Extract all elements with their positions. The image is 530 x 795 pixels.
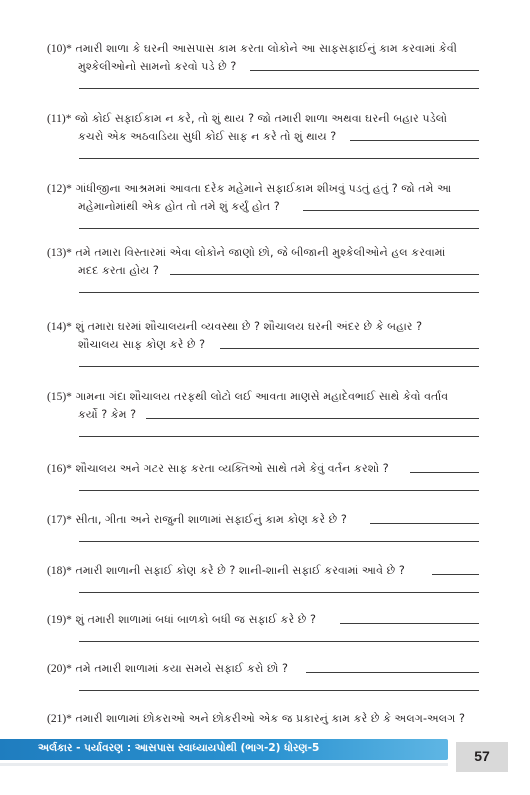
question-text-cont: કર્યો ? કેમ ?	[78, 408, 137, 421]
question-text-cont: મદદ કરતા હોય ?	[78, 264, 159, 277]
question-number: (12)*	[47, 183, 72, 195]
question-number: (19)*	[47, 614, 72, 626]
question-text: તમે તમારી શાળામાં કયા સમયે સફાઈ કરો છો ?	[71, 662, 288, 675]
answer-line[interactable]	[79, 641, 479, 642]
question-17	[47, 511, 481, 529]
answer-line[interactable]	[303, 210, 479, 211]
question-text: ગામના ગંદા શૌચાલય તરફથી લોટો લઈ આવતા માણસે મહાદેવભાઈ સાથે કેવો વર્તાવ	[71, 390, 449, 403]
question-text: તમારી શાળા કે ઘરની આસપાસ કામ કરતા લોકોને આ સાફસફાઈનું કામ કરવામાં કેવી	[71, 42, 457, 55]
page-footer	[0, 739, 530, 775]
answer-line[interactable]	[306, 672, 479, 673]
answer-line[interactable]	[79, 292, 479, 293]
answer-line[interactable]	[79, 436, 479, 437]
answer-line[interactable]	[79, 88, 479, 89]
question-text: તમારી શાળાની સફાઈ કોણ કરે છે ? શાની-શાની સફાઈ કરવામાં આવે છે ?	[71, 564, 405, 577]
answer-line[interactable]	[250, 70, 479, 71]
question-text-cont: મુશ્કેલીઓનો સામનો કરવો પડે છે ?	[78, 60, 237, 73]
question-20	[47, 660, 481, 678]
answer-line[interactable]	[410, 472, 479, 473]
question-text-cont: કચરો એક અઠવાડિયા સુધી કોઈ સાફ ન કરે તો શું થાય ?	[78, 130, 337, 143]
question-number: (16)*	[47, 463, 72, 475]
question-16	[47, 460, 481, 478]
question-text: શું તમારા ઘરમાં શૌચાલયની વ્યવસ્થા છે ? શૌચાલય ઘરની અંદર છે કે બહાર ?	[71, 320, 423, 333]
page-number: 57	[474, 748, 490, 764]
question-text: તમારી શાળામાં છોકરાઓ અને છોકરીઓ એક જ પ્રકારનું કામ કરે છે કે અલગ-અલગ ?	[71, 712, 465, 725]
question-text-cont: મહેમાનોમાંથી એક હોત તો તમે શું કર્યું હોત ?	[78, 200, 280, 213]
question-text: ગાંધીજીના આશ્રમમાં આવતા દરેક મહેમાને સફાઈકામ શીખવું પડતું હતું ? જો તમે આ	[71, 182, 452, 195]
question-text: શૌચાલય અને ગટર સાફ કરતા વ્યક્તિઓ સાથે તમે કેવું વર્તન કરશો ?	[71, 462, 389, 475]
question-21	[47, 710, 481, 728]
question-text: જો કોઈ સફાઈકામ ન કરે, તો શું થાય ? જો તમારી શાળા અથવા ઘરની બહાર પડેલો	[71, 112, 447, 125]
book-title: અર્લકાર - પર્યાવરણ : આસપાસ સ્વાધ્યાયપોથી (ભાગ-2) ધોરણ-5	[38, 742, 320, 754]
question-18	[47, 562, 481, 580]
question-number: (21)*	[47, 713, 72, 725]
question-number: (20)*	[47, 663, 72, 675]
question-number: (13)*	[47, 247, 72, 259]
question-number: (17)*	[47, 514, 72, 526]
question-number: (11)*	[47, 113, 72, 125]
answer-line[interactable]	[370, 523, 479, 524]
question-text: તમે તમારા વિસ્તારમાં એવા લોકોને જાણો છો, જે બીજાની મુશ્કેલીઓને હલ કરવામાં	[71, 246, 446, 259]
question-number: (15)*	[47, 391, 72, 403]
question-text-cont: શૌચાલય સાફ કોણ કરે છે ?	[78, 338, 206, 351]
question-number: (14)*	[47, 321, 72, 333]
footer-divider	[0, 763, 448, 766]
answer-line[interactable]	[79, 366, 479, 367]
question-text: શું તમારી શાળામાં બધાં બાળકો બધી જ સફાઈ કરે છે ?	[71, 613, 316, 626]
page-number-box	[456, 742, 508, 772]
answer-line[interactable]	[170, 274, 479, 275]
question-text: સીતા, ગીતા અને રાજુની શાળામાં સફાઈનું કામ કોણ કરે છે ?	[71, 513, 347, 526]
answer-line[interactable]	[79, 592, 479, 593]
answer-line[interactable]	[79, 228, 479, 229]
question-number: (18)*	[47, 565, 72, 577]
answer-line[interactable]	[350, 140, 479, 141]
answer-line[interactable]	[79, 158, 479, 159]
answer-line[interactable]	[79, 541, 479, 542]
question-number: (10)*	[47, 43, 72, 55]
footer-title-band	[0, 739, 448, 760]
answer-line[interactable]	[340, 623, 479, 624]
answer-line[interactable]	[432, 574, 479, 575]
question-19	[47, 611, 481, 629]
answer-line[interactable]	[146, 418, 479, 419]
answer-line[interactable]	[79, 490, 479, 491]
answer-line[interactable]	[220, 348, 479, 349]
answer-line[interactable]	[79, 690, 479, 691]
